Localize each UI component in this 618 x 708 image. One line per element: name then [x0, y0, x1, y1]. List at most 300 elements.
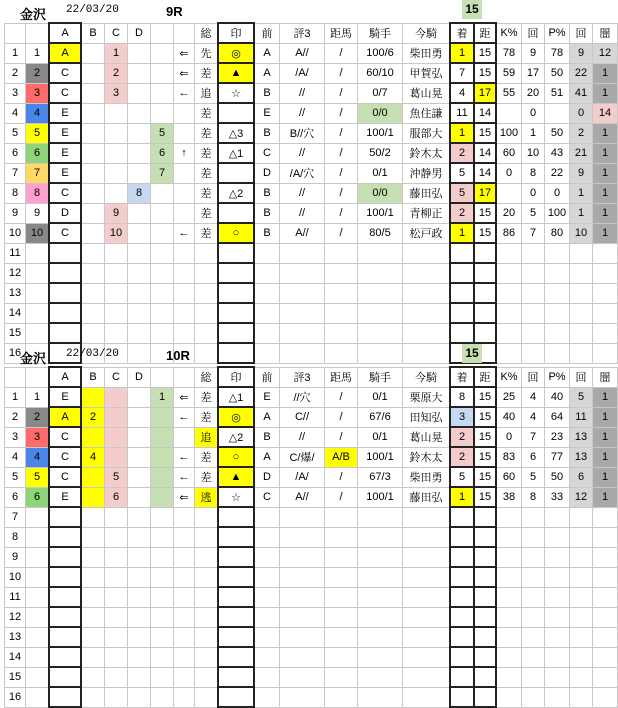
- cell-row-num: 11: [5, 243, 26, 263]
- cell-row-num: 6: [5, 143, 26, 163]
- cell-finish: [450, 323, 474, 343]
- cell-arrow: [174, 203, 195, 223]
- cell-p-pct: 50: [545, 123, 570, 143]
- cell-arrow: [174, 607, 195, 627]
- cell-row-num: 12: [5, 263, 26, 283]
- cell-rank-extra: 1: [151, 387, 174, 407]
- cell-rank-c: [105, 243, 128, 263]
- cell-jockey-rate: [358, 587, 403, 607]
- cell-style: [195, 323, 219, 343]
- cell-rank-a: [49, 607, 81, 627]
- cell-rank-c: [105, 567, 128, 587]
- cell-style: 追: [195, 427, 219, 447]
- cell-rank-c: [105, 447, 128, 467]
- cell-dist: 15: [474, 223, 496, 243]
- header-dark: 闇: [593, 23, 618, 43]
- cell-finish: 7: [450, 63, 474, 83]
- cell-k-pct: 78: [496, 43, 522, 63]
- cell-k-count: 6: [522, 447, 545, 467]
- cell-finish: 5: [450, 163, 474, 183]
- cell-row-num: 5: [5, 123, 26, 143]
- cell-style: [195, 687, 219, 707]
- table-row: [5, 83, 618, 103]
- cell-eval3: //: [280, 203, 325, 223]
- cell-jockey: [403, 243, 451, 263]
- cell-dark: [593, 323, 618, 343]
- cell-finish: 1: [450, 487, 474, 507]
- cell-rank-b: [81, 303, 105, 323]
- cell-eval3: //: [280, 143, 325, 163]
- cell-eval3: [280, 567, 325, 587]
- cell-k-count: 4: [522, 387, 545, 407]
- cell-style: [195, 263, 219, 283]
- cell-k-pct: [496, 647, 522, 667]
- cell-jockey-rate: [358, 547, 403, 567]
- cell-rank-extra: [151, 447, 174, 467]
- cell-prev-grade: C: [254, 143, 280, 163]
- table-row: [5, 223, 618, 243]
- cell-rank-b: [81, 103, 105, 123]
- cell-k-count: 7: [522, 223, 545, 243]
- cell-finish: [450, 587, 474, 607]
- cell-prev-grade: [254, 647, 280, 667]
- cell-arrow: [174, 627, 195, 647]
- cell-rank-d: [128, 283, 151, 303]
- race-distance: 15: [462, 0, 482, 19]
- cell-style: [195, 507, 219, 527]
- empty-row: [5, 507, 618, 527]
- cell-p-pct: [545, 567, 570, 587]
- cell-rank-d: [128, 163, 151, 183]
- cell-p-count: [570, 303, 593, 323]
- cell-rank-a: D: [49, 203, 81, 223]
- table-row: [5, 447, 618, 467]
- cell-jockey: 葛山晃: [403, 83, 451, 103]
- cell-rank-c: [105, 283, 128, 303]
- cell-rank-c: 5: [105, 467, 128, 487]
- cell-rank-d: [128, 667, 151, 687]
- cell-style: [195, 607, 219, 627]
- cell-rank-a: E: [49, 163, 81, 183]
- cell-dist: [474, 627, 496, 647]
- cell-rank-b: [81, 43, 105, 63]
- cell-jockey: [403, 283, 451, 303]
- cell-rank-a: [49, 587, 81, 607]
- cell-k-count: 9: [522, 43, 545, 63]
- cell-arrow: ←: [174, 83, 195, 103]
- cell-jockey: 藤田弘: [403, 487, 451, 507]
- cell-rank-a: C: [49, 183, 81, 203]
- cell-dist: [474, 243, 496, 263]
- cell-mark: [218, 547, 254, 567]
- cell-k-pct: 100: [496, 123, 522, 143]
- cell-prev-grade: [254, 527, 280, 547]
- cell-rank-a: E: [49, 387, 81, 407]
- cell-rank-c: 3: [105, 83, 128, 103]
- cell-style: [195, 243, 219, 263]
- cell-dist-horse: [325, 627, 358, 647]
- cell-k-pct: [496, 243, 522, 263]
- cell-finish: 2: [450, 143, 474, 163]
- cell-horse-num: [26, 587, 50, 607]
- cell-rank-d: [128, 123, 151, 143]
- cell-rank-b: [81, 83, 105, 103]
- header-arrow: [174, 23, 195, 43]
- cell-arrow: [174, 263, 195, 283]
- header-rank-a: A: [49, 367, 81, 387]
- cell-jockey-rate: 67/6: [358, 407, 403, 427]
- cell-row-num: 10: [5, 567, 26, 587]
- cell-jockey: 柴田勇: [403, 43, 451, 63]
- cell-rank-d: [128, 687, 151, 707]
- cell-rank-d: [128, 647, 151, 667]
- cell-rank-d: [128, 587, 151, 607]
- cell-finish: [450, 567, 474, 587]
- race-date: 22/03/20: [66, 4, 119, 16]
- cell-prev-grade: B: [254, 83, 280, 103]
- cell-k-count: [522, 587, 545, 607]
- cell-p-count: 21: [570, 143, 593, 163]
- cell-k-count: 5: [522, 467, 545, 487]
- cell-style: [195, 587, 219, 607]
- cell-horse-num: 3: [26, 427, 50, 447]
- cell-dist-horse: /: [325, 103, 358, 123]
- cell-p-count: [570, 667, 593, 687]
- cell-horse-num: 10: [26, 223, 50, 243]
- cell-rank-b: [81, 223, 105, 243]
- empty-row: [5, 243, 618, 263]
- empty-row: [5, 547, 618, 567]
- cell-dist: [474, 263, 496, 283]
- cell-rank-a: E: [49, 143, 81, 163]
- table-row: [5, 487, 618, 507]
- cell-dark: 1: [593, 427, 618, 447]
- header-horse-num: [26, 23, 50, 43]
- cell-rank-a: [49, 507, 81, 527]
- cell-row-num: 10: [5, 223, 26, 243]
- cell-horse-num: [26, 243, 50, 263]
- cell-rank-a: C: [49, 467, 81, 487]
- cell-horse-num: 5: [26, 123, 50, 143]
- cell-arrow: [174, 103, 195, 123]
- cell-rank-d: [128, 427, 151, 447]
- cell-p-count: [570, 607, 593, 627]
- cell-rank-d: [128, 507, 151, 527]
- cell-dist-horse: /: [325, 407, 358, 427]
- cell-k-count: 0: [522, 103, 545, 123]
- cell-rank-b: [81, 263, 105, 283]
- cell-arrow: [174, 667, 195, 687]
- cell-rank-a: C: [49, 83, 81, 103]
- cell-jockey-rate: [358, 627, 403, 647]
- cell-p-count: 10: [570, 223, 593, 243]
- cell-p-pct: [545, 627, 570, 647]
- cell-mark: [218, 103, 254, 123]
- cell-k-count: [522, 547, 545, 567]
- header-jockey-rate: 騎手: [358, 367, 403, 387]
- cell-eval3: A//: [280, 43, 325, 63]
- cell-dist: 14: [474, 163, 496, 183]
- cell-rank-b: [81, 547, 105, 567]
- cell-jockey-rate: 60/10: [358, 63, 403, 83]
- cell-style: [195, 303, 219, 323]
- cell-p-pct: [545, 103, 570, 123]
- cell-dark: 1: [593, 83, 618, 103]
- cell-rank-b: [81, 243, 105, 263]
- cell-horse-num: [26, 627, 50, 647]
- empty-row: [5, 263, 618, 283]
- cell-horse-num: 8: [26, 183, 50, 203]
- cell-dist: 15: [474, 407, 496, 427]
- cell-horse-num: [26, 647, 50, 667]
- cell-rank-b: 2: [81, 407, 105, 427]
- cell-style: 差: [195, 467, 219, 487]
- venue-label: 金沢: [20, 351, 47, 366]
- cell-rank-extra: [151, 467, 174, 487]
- cell-p-pct: 50: [545, 467, 570, 487]
- table-row: [5, 387, 618, 407]
- cell-rank-a: A: [49, 43, 81, 63]
- cell-style: [195, 667, 219, 687]
- header-jockey: 今騎: [403, 367, 451, 387]
- cell-finish: 1: [450, 123, 474, 143]
- cell-rank-extra: [151, 587, 174, 607]
- cell-rank-c: [105, 627, 128, 647]
- cell-row-num: 1: [5, 43, 26, 63]
- cell-rank-extra: [151, 103, 174, 123]
- cell-k-count: 7: [522, 427, 545, 447]
- cell-k-pct: [496, 103, 522, 123]
- cell-finish: 1: [450, 43, 474, 63]
- header-p-count: 回: [570, 23, 593, 43]
- cell-style: 逃: [195, 487, 219, 507]
- cell-rank-d: [128, 143, 151, 163]
- cell-dark: 1: [593, 387, 618, 407]
- cell-p-pct: 100: [545, 203, 570, 223]
- cell-rank-extra: [151, 567, 174, 587]
- cell-p-pct: 43: [545, 143, 570, 163]
- cell-jockey: 魚住謙: [403, 103, 451, 123]
- cell-rank-b: [81, 687, 105, 707]
- empty-row: [5, 323, 618, 343]
- cell-horse-num: [26, 567, 50, 587]
- cell-rank-extra: [151, 303, 174, 323]
- cell-p-count: 41: [570, 83, 593, 103]
- cell-dark: 1: [593, 63, 618, 83]
- cell-dark: [593, 667, 618, 687]
- cell-k-pct: [496, 303, 522, 323]
- cell-finish: 8: [450, 387, 474, 407]
- table-row: [5, 407, 618, 427]
- cell-k-pct: [496, 183, 522, 203]
- cell-rank-b: [81, 587, 105, 607]
- cell-mark: [218, 323, 254, 343]
- race-table: [4, 22, 618, 364]
- cell-prev-grade: [254, 667, 280, 687]
- cell-p-count: [570, 283, 593, 303]
- cell-dist-horse: [325, 507, 358, 527]
- cell-style: 差: [195, 203, 219, 223]
- cell-row-num: 4: [5, 103, 26, 123]
- cell-k-pct: [496, 263, 522, 283]
- cell-k-pct: [496, 547, 522, 567]
- header-style: 総: [195, 367, 219, 387]
- cell-arrow: ⇐: [174, 63, 195, 83]
- cell-dist-horse: /: [325, 203, 358, 223]
- cell-rank-d: [128, 447, 151, 467]
- header-dist-horse: 距馬: [325, 367, 358, 387]
- cell-p-count: [570, 507, 593, 527]
- cell-jockey-rate: 0/7: [358, 83, 403, 103]
- cell-dark: [593, 627, 618, 647]
- cell-p-count: [570, 627, 593, 647]
- cell-prev-grade: [254, 283, 280, 303]
- cell-k-count: [522, 647, 545, 667]
- cell-dist-horse: [325, 527, 358, 547]
- cell-p-count: [570, 527, 593, 547]
- cell-dist-horse: /: [325, 223, 358, 243]
- cell-eval3: //: [280, 183, 325, 203]
- cell-k-pct: 38: [496, 487, 522, 507]
- cell-rank-c: [105, 427, 128, 447]
- cell-arrow: ←: [174, 447, 195, 467]
- cell-p-count: [570, 323, 593, 343]
- header-dist-horse: 距馬: [325, 23, 358, 43]
- cell-rank-d: [128, 303, 151, 323]
- cell-jockey: [403, 687, 451, 707]
- cell-jockey-rate: [358, 687, 403, 707]
- cell-p-pct: 33: [545, 487, 570, 507]
- header-eval3: 評3: [280, 367, 325, 387]
- cell-rank-a: [49, 647, 81, 667]
- empty-row: [5, 607, 618, 627]
- cell-horse-num: [26, 263, 50, 283]
- cell-dark: [593, 587, 618, 607]
- cell-mark: ☆: [218, 83, 254, 103]
- cell-dark: [593, 283, 618, 303]
- cell-dist: 15: [474, 63, 496, 83]
- cell-jockey: 葛山晃: [403, 427, 451, 447]
- cell-row-num: 14: [5, 647, 26, 667]
- table-row: [5, 43, 618, 63]
- cell-dark: 1: [593, 183, 618, 203]
- table-row: [5, 63, 618, 83]
- cell-rank-extra: 5: [151, 123, 174, 143]
- cell-row-num: 11: [5, 587, 26, 607]
- cell-arrow: [174, 243, 195, 263]
- cell-rank-a: [49, 667, 81, 687]
- cell-horse-num: 4: [26, 447, 50, 467]
- cell-dist: [474, 567, 496, 587]
- cell-jockey: 服部大: [403, 123, 451, 143]
- cell-horse-num: [26, 303, 50, 323]
- cell-dark: [593, 687, 618, 707]
- cell-mark: [218, 243, 254, 263]
- header-k-count: 回: [522, 367, 545, 387]
- cell-rank-b: [81, 507, 105, 527]
- cell-p-pct: 0: [545, 183, 570, 203]
- cell-rank-a: C: [49, 223, 81, 243]
- cell-k-pct: 0: [496, 427, 522, 447]
- cell-dist: 15: [474, 447, 496, 467]
- cell-horse-num: 2: [26, 407, 50, 427]
- table-row: [5, 203, 618, 223]
- cell-rank-extra: [151, 607, 174, 627]
- cell-style: [195, 527, 219, 547]
- cell-mark: ◎: [218, 43, 254, 63]
- cell-dist: 15: [474, 487, 496, 507]
- cell-dist-horse: [325, 587, 358, 607]
- header-dist: 距: [474, 367, 496, 387]
- cell-jockey-rate: 0/1: [358, 427, 403, 447]
- cell-p-pct: [545, 667, 570, 687]
- cell-dist-horse: /: [325, 83, 358, 103]
- cell-rank-a: [49, 283, 81, 303]
- cell-k-pct: 59: [496, 63, 522, 83]
- cell-prev-grade: E: [254, 387, 280, 407]
- cell-dist-horse: /: [325, 427, 358, 447]
- cell-jockey: [403, 507, 451, 527]
- cell-p-count: 5: [570, 387, 593, 407]
- cell-style: [195, 647, 219, 667]
- cell-rank-b: [81, 183, 105, 203]
- cell-row-num: 7: [5, 507, 26, 527]
- cell-rank-extra: [151, 63, 174, 83]
- cell-rank-c: [105, 323, 128, 343]
- cell-rank-b: [81, 627, 105, 647]
- cell-jockey-rate: [358, 607, 403, 627]
- cell-p-pct: [545, 687, 570, 707]
- cell-rank-c: 1: [105, 43, 128, 63]
- cell-finish: 2: [450, 427, 474, 447]
- cell-dist-horse: [325, 667, 358, 687]
- cell-dark: 12: [593, 43, 618, 63]
- cell-p-pct: 51: [545, 83, 570, 103]
- cell-arrow: [174, 587, 195, 607]
- cell-rank-d: [128, 323, 151, 343]
- cell-mark: [218, 263, 254, 283]
- cell-jockey-rate: [358, 303, 403, 323]
- cell-mark: ☆: [218, 487, 254, 507]
- empty-row: [5, 627, 618, 647]
- cell-dist-horse: /: [325, 387, 358, 407]
- empty-row: [5, 527, 618, 547]
- cell-k-count: 1: [522, 123, 545, 143]
- cell-jockey-rate: 100/1: [358, 203, 403, 223]
- cell-dist-horse: A/B: [325, 447, 358, 467]
- cell-finish: 5: [450, 183, 474, 203]
- cell-p-pct: 78: [545, 43, 570, 63]
- cell-mark: △2: [218, 183, 254, 203]
- cell-prev-grade: [254, 243, 280, 263]
- table-row: [5, 103, 618, 123]
- cell-eval3: C/爆/: [280, 447, 325, 467]
- cell-finish: [450, 283, 474, 303]
- cell-prev-grade: D: [254, 163, 280, 183]
- cell-dark: [593, 567, 618, 587]
- cell-jockey: [403, 263, 451, 283]
- cell-mark: [218, 647, 254, 667]
- cell-eval3: //: [280, 103, 325, 123]
- cell-row-num: 14: [5, 303, 26, 323]
- cell-horse-num: 9: [26, 203, 50, 223]
- cell-arrow: [174, 283, 195, 303]
- cell-finish: 3: [450, 407, 474, 427]
- cell-k-pct: 20: [496, 203, 522, 223]
- cell-rank-extra: [151, 283, 174, 303]
- empty-row: [5, 283, 618, 303]
- cell-dist: [474, 647, 496, 667]
